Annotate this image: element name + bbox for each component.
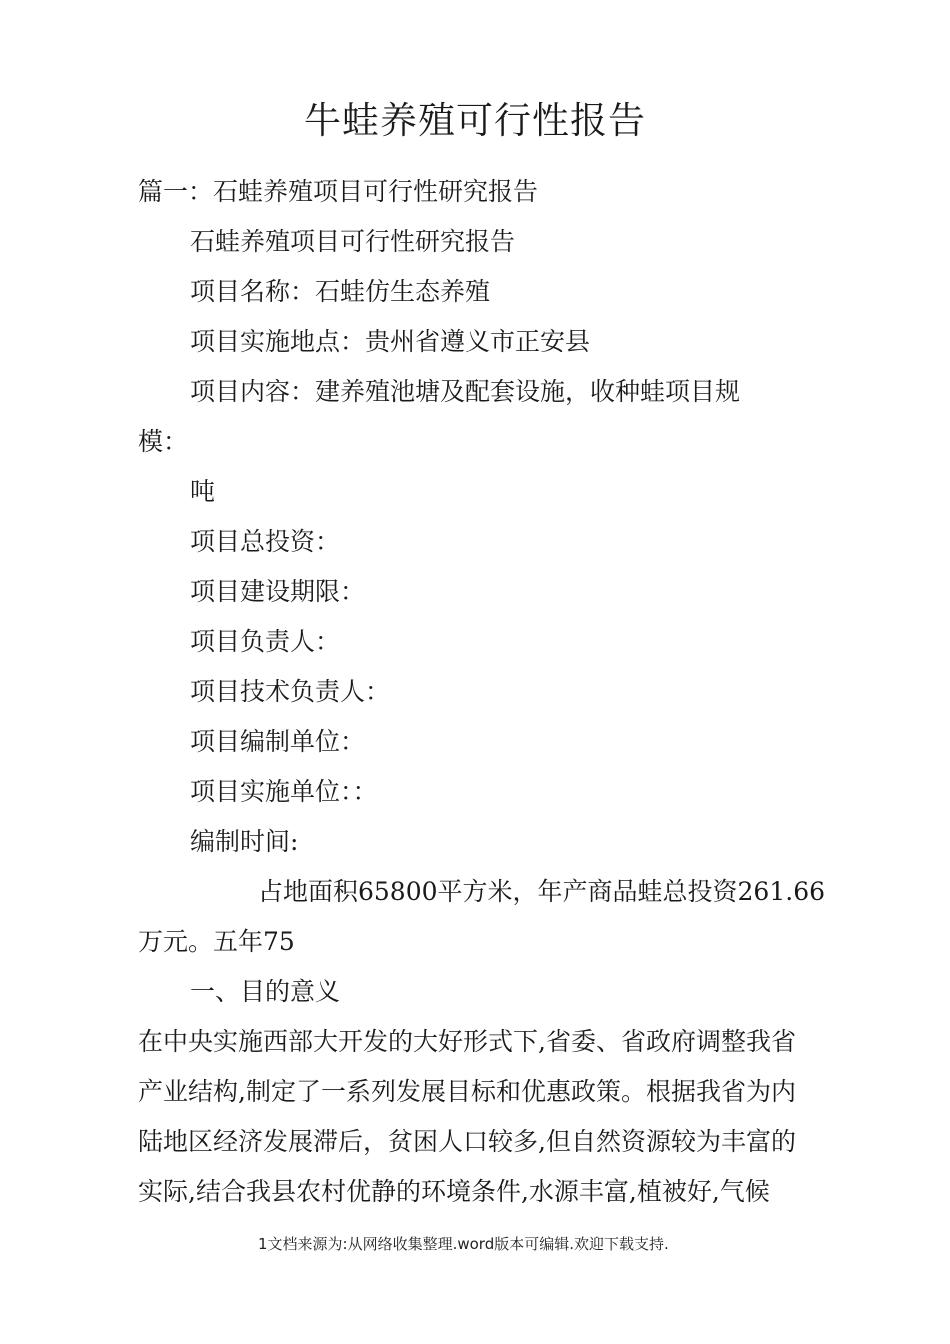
tonnage-line: 吨: [190, 477, 216, 506]
construction-period-line: 项目建设期限：: [190, 577, 366, 606]
report-title-line: 石蛙养殖项目可行性研究报告: [190, 227, 516, 256]
page-footer: 1文档来源为:从网络收集整理.word版本可编辑.欢迎下载支持.: [258, 1235, 669, 1253]
project-location-line: 项目实施地点：贵州省遵义市正安县: [190, 327, 591, 356]
project-name-line: 项目名称：石蛙仿生态养殖: [190, 277, 491, 306]
implementing-unit-line: 项目实施单位：：: [190, 777, 378, 806]
paragraph-line-3: 陆地区经济发展滞后，贫困人口较多,但自然资源较为丰富的: [138, 1127, 796, 1156]
compiling-unit-line: 项目编制单位：: [190, 727, 366, 756]
project-leader-line: 项目负责人：: [190, 627, 341, 656]
paragraph-line-1: 在中央实施西部大开发的大好形式下,省委、省政府调整我省: [138, 1027, 796, 1056]
compile-time-line: 编制时间:: [190, 827, 299, 856]
total-investment-line: 项目总投资：: [190, 527, 341, 556]
technical-leader-line: 项目技术负责人：: [190, 677, 391, 706]
paragraph-line-2: 产业结构,制定了一系列发展目标和优惠政策。根据我省为内: [138, 1077, 796, 1106]
project-scale-line: 模：: [138, 427, 189, 456]
chapter-heading: 篇一：石蛙养殖项目可行性研究报告: [138, 177, 539, 206]
section-heading-purpose: 一、目的意义: [190, 977, 341, 1006]
area-investment-line: 占地面积65800平方米，年产商品蛙总投资261.66: [258, 877, 826, 906]
project-content-line: 项目内容：建养殖池塘及配套设施，收种蛙项目规: [190, 377, 741, 406]
paragraph-line-4: 实际,结合我县农村优静的环境条件,水源丰富,植被好,气候: [138, 1177, 770, 1206]
document-title: 牛蛙养殖可行性报告: [304, 99, 646, 142]
investment-continuation-line: 万元。五年75: [138, 927, 295, 956]
